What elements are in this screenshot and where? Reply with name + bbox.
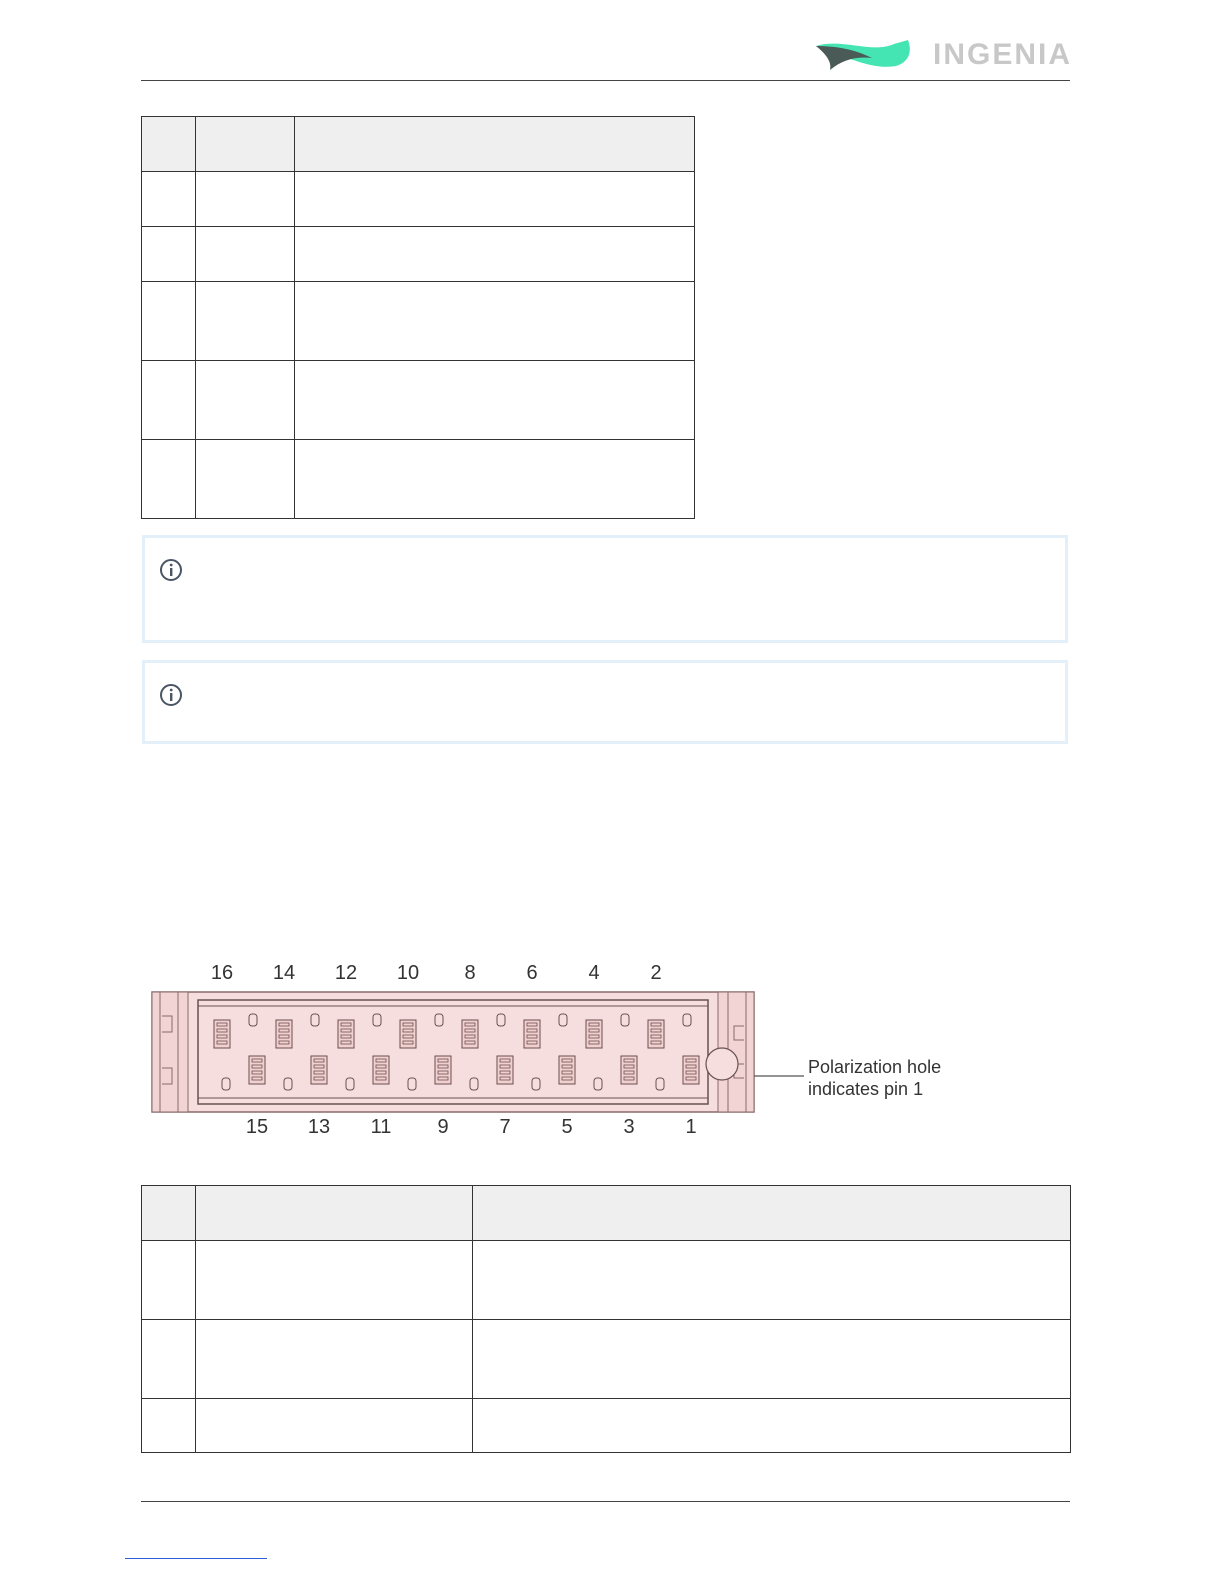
footer-link[interactable] [125, 1558, 267, 1559]
pin-contact [338, 1020, 354, 1048]
pin-label: 5 [561, 1116, 573, 1138]
pin-contact [559, 1056, 575, 1084]
pin-contact [400, 1020, 416, 1048]
table-row [142, 1399, 1071, 1453]
pin-contact [524, 1020, 540, 1048]
polarization-hole [706, 1048, 738, 1080]
header-divider [141, 80, 1070, 81]
info-icon [159, 683, 183, 707]
pin-label: 15 [245, 1116, 269, 1138]
table-row [142, 282, 695, 361]
pin-label: 3 [623, 1116, 635, 1138]
polarization-callout [808, 1056, 941, 1100]
table-header-row [142, 117, 695, 172]
info-note [142, 535, 1068, 643]
pin-contact [621, 1056, 637, 1084]
info-note [142, 660, 1068, 744]
brand-name: INGENIA [933, 38, 1073, 71]
connector-diagram [148, 988, 808, 1118]
info-icon [159, 558, 183, 582]
pin-label: 1 [685, 1116, 697, 1138]
pin-contact [683, 1056, 699, 1084]
pin-contact [462, 1020, 478, 1048]
pin-contact [214, 1020, 230, 1048]
ingenia-logo-icon [812, 36, 916, 76]
pin-label: 7 [499, 1116, 511, 1138]
pin-label: 8 [464, 962, 476, 984]
pin-label: 12 [334, 962, 358, 984]
pin-label: 13 [307, 1116, 331, 1138]
pin-label: 2 [650, 962, 662, 984]
callout-line-2: indicates pin 1 [808, 1079, 924, 1099]
callout-line-1: Polarization hole [808, 1057, 942, 1077]
pin-label: 11 [370, 1116, 392, 1138]
pin-label: 6 [526, 962, 538, 984]
pin-contact [311, 1056, 327, 1084]
pin-contact [648, 1020, 664, 1048]
table-row [142, 361, 695, 440]
table-row [142, 1320, 1071, 1399]
pin-label: 4 [588, 962, 600, 984]
pin-contact [276, 1020, 292, 1048]
pin-label: 9 [437, 1116, 449, 1138]
table-1 [141, 116, 695, 519]
pin-label: 14 [272, 962, 296, 984]
table-row [142, 227, 695, 282]
pin-contact [586, 1020, 602, 1048]
table-header-row [142, 1186, 1071, 1241]
table-row [142, 1241, 1071, 1320]
pin-contact [435, 1056, 451, 1084]
table-row [142, 172, 695, 227]
table-row [142, 440, 695, 519]
footer-divider [141, 1501, 1070, 1502]
pin-contact [497, 1056, 513, 1084]
pin-contact [249, 1056, 265, 1084]
pin-label: 10 [396, 962, 420, 984]
pin-label: 16 [210, 962, 234, 984]
table-2 [141, 1185, 1071, 1453]
pin-contact [373, 1056, 389, 1084]
